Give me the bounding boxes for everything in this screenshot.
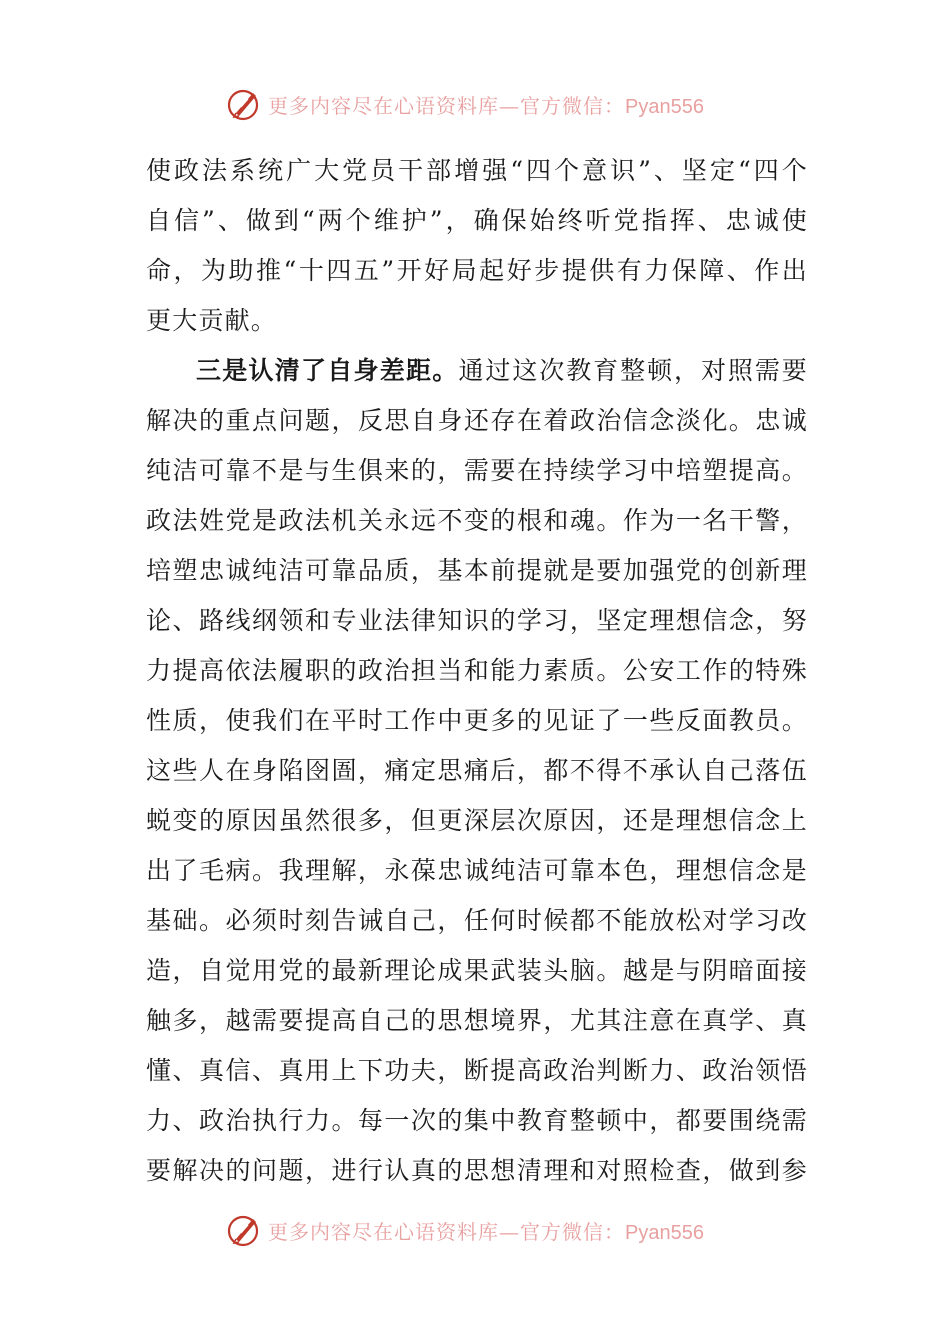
body-line: 自信”、做到“两个维护”，确保始终听党指挥、忠诚使: [146, 206, 808, 235]
paragraph-2-first-line: [146, 346, 808, 396]
body-line: 纯洁可靠不是与生俱来的，需要在持续学习中培塑提高。: [146, 456, 808, 485]
header-banner-text: [268, 90, 704, 119]
body-line: 这些人在身陷囹圄，痛定思痛后，都不得不承认自己落伍: [146, 756, 808, 785]
body-line: 力、政治执行力。每一次的集中教育整顿中，都要围绕需: [146, 1106, 808, 1135]
footer-banner-text: [268, 1216, 704, 1245]
body-line: 要解决的问题，进行认真的思想清理和对照检查，做到参: [146, 1156, 808, 1185]
body-line: 论、路线纲领和专业法律知识的学习，坚定理想信念，努: [146, 606, 808, 635]
paragraph-2-lead-heading: 三是认清了自身差距。: [196, 356, 459, 385]
body-line: 使政法系统广大党员干部增强“四个意识”、坚定“四个: [146, 156, 808, 185]
body-line: 力提高依法履职的政治担当和能力素质。公安工作的特殊: [146, 656, 808, 685]
body-line: 政法姓党是政法机关永远不变的根和魂。作为一名干警，: [146, 506, 808, 535]
body-line: 更大贡献。: [146, 306, 278, 335]
body-line: 培塑忠诚纯洁可靠品质，基本前提就是要加强党的创新理: [146, 556, 808, 585]
body-line: 蜕变的原因虽然很多，但更深层次原因，还是理想信念上: [146, 806, 808, 835]
footer-banner-label: 更多内容尽在心语资料库—官方微信：: [268, 1219, 625, 1244]
header-watermark-banner: [226, 84, 746, 124]
header-banner-label: 更多内容尽在心语资料库—官方微信：: [268, 93, 625, 118]
body-line: 出了毛病。我理解，永葆忠诚纯洁可靠本色，理想信念是: [146, 856, 808, 885]
body-line: 解决的重点问题，反思自身还存在着政治信念淡化。忠诚: [146, 406, 808, 435]
paragraph-2-first-rest: 通过这次教育整顿，对照需要: [458, 356, 808, 385]
body-line: 造，自觉用党的最新理论成果武装头脑。越是与阴暗面接: [146, 956, 808, 985]
body-line: 基础。必须时刻告诫自己，任何时候都不能放松对学习改: [146, 906, 808, 935]
document-body: [146, 146, 808, 1196]
quill-pen-logo-icon: [226, 86, 262, 122]
quill-pen-logo-icon: [226, 1212, 262, 1248]
body-line: 懂、真信、真用上下功夫，断提高政治判断力、政治领悟: [146, 1056, 808, 1085]
header-wechat-id: Pyan556: [625, 95, 704, 118]
footer-watermark-banner: [226, 1210, 746, 1250]
body-line: 性质，使我们在平时工作中更多的见证了一些反面教员。: [146, 706, 808, 735]
body-line: 触多，越需要提高自己的思想境界，尤其注意在真学、真: [146, 1006, 808, 1035]
body-line: 命，为助推“十四五”开好局起好步提供有力保障、作出: [146, 256, 808, 285]
footer-wechat-id: Pyan556: [625, 1221, 704, 1244]
